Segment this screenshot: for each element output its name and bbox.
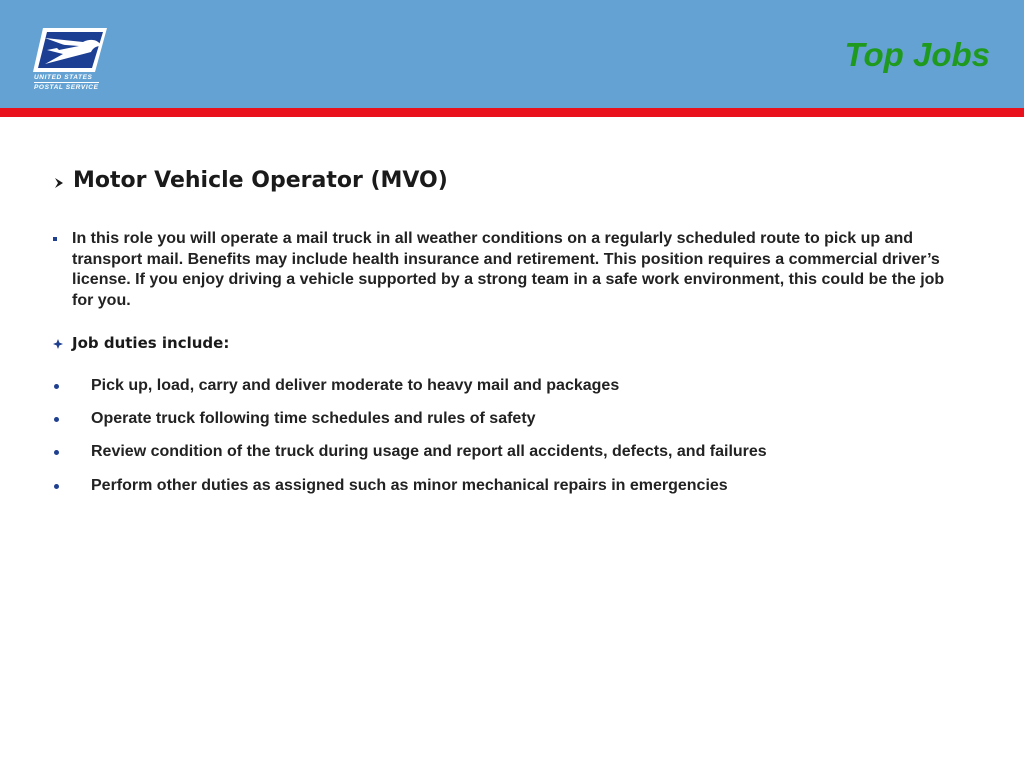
logo-line-2: POSTAL SERVICE [34,84,99,91]
duty-item [54,410,536,428]
duty-item [54,443,767,461]
header-band [0,0,1024,108]
logo-line-1: UNITED STATES [34,74,93,81]
arrow-bullet-icon [53,177,65,189]
duties-label: Job duties include: [72,334,230,352]
duties-heading [53,334,229,352]
section-heading [53,168,448,193]
square-bullet-icon [53,237,57,241]
dot-bullet-icon [54,450,59,455]
page-title: Top Jobs [844,36,990,73]
dot-bullet-icon [54,484,59,489]
duty-text: Operate truck following time schedules and rules of safety [91,410,536,427]
dot-bullet-icon [54,384,59,389]
red-stripe [0,108,1024,117]
intro-paragraph: In this role you will operate a mail truck in all weather conditions on a regularly scheduled route to pick up and transport mail. Benefits may include health insurance and retirement. This position requires a commercial driver’s license. If you enjoy driving a vehicle supported by a strong team in a safe work environment, this could be the job for you. [72,230,945,309]
dot-bullet-icon [54,417,59,422]
duty-text: Perform other duties as assigned such as minor mechanical repairs in emergencies [91,477,728,494]
duty-item [54,477,728,495]
duty-item [54,377,619,395]
diamond-bullet-icon [53,339,63,349]
usps-logo-text [34,73,99,92]
job-title: Motor Vehicle Operator (MVO) [73,168,448,193]
duty-text: Pick up, load, carry and deliver moderate to heavy mail and packages [91,377,620,394]
intro-paragraph-row [53,229,953,311]
duty-text: Review condition of the truck during usage and report all accidents, defects, and failures [91,443,767,460]
